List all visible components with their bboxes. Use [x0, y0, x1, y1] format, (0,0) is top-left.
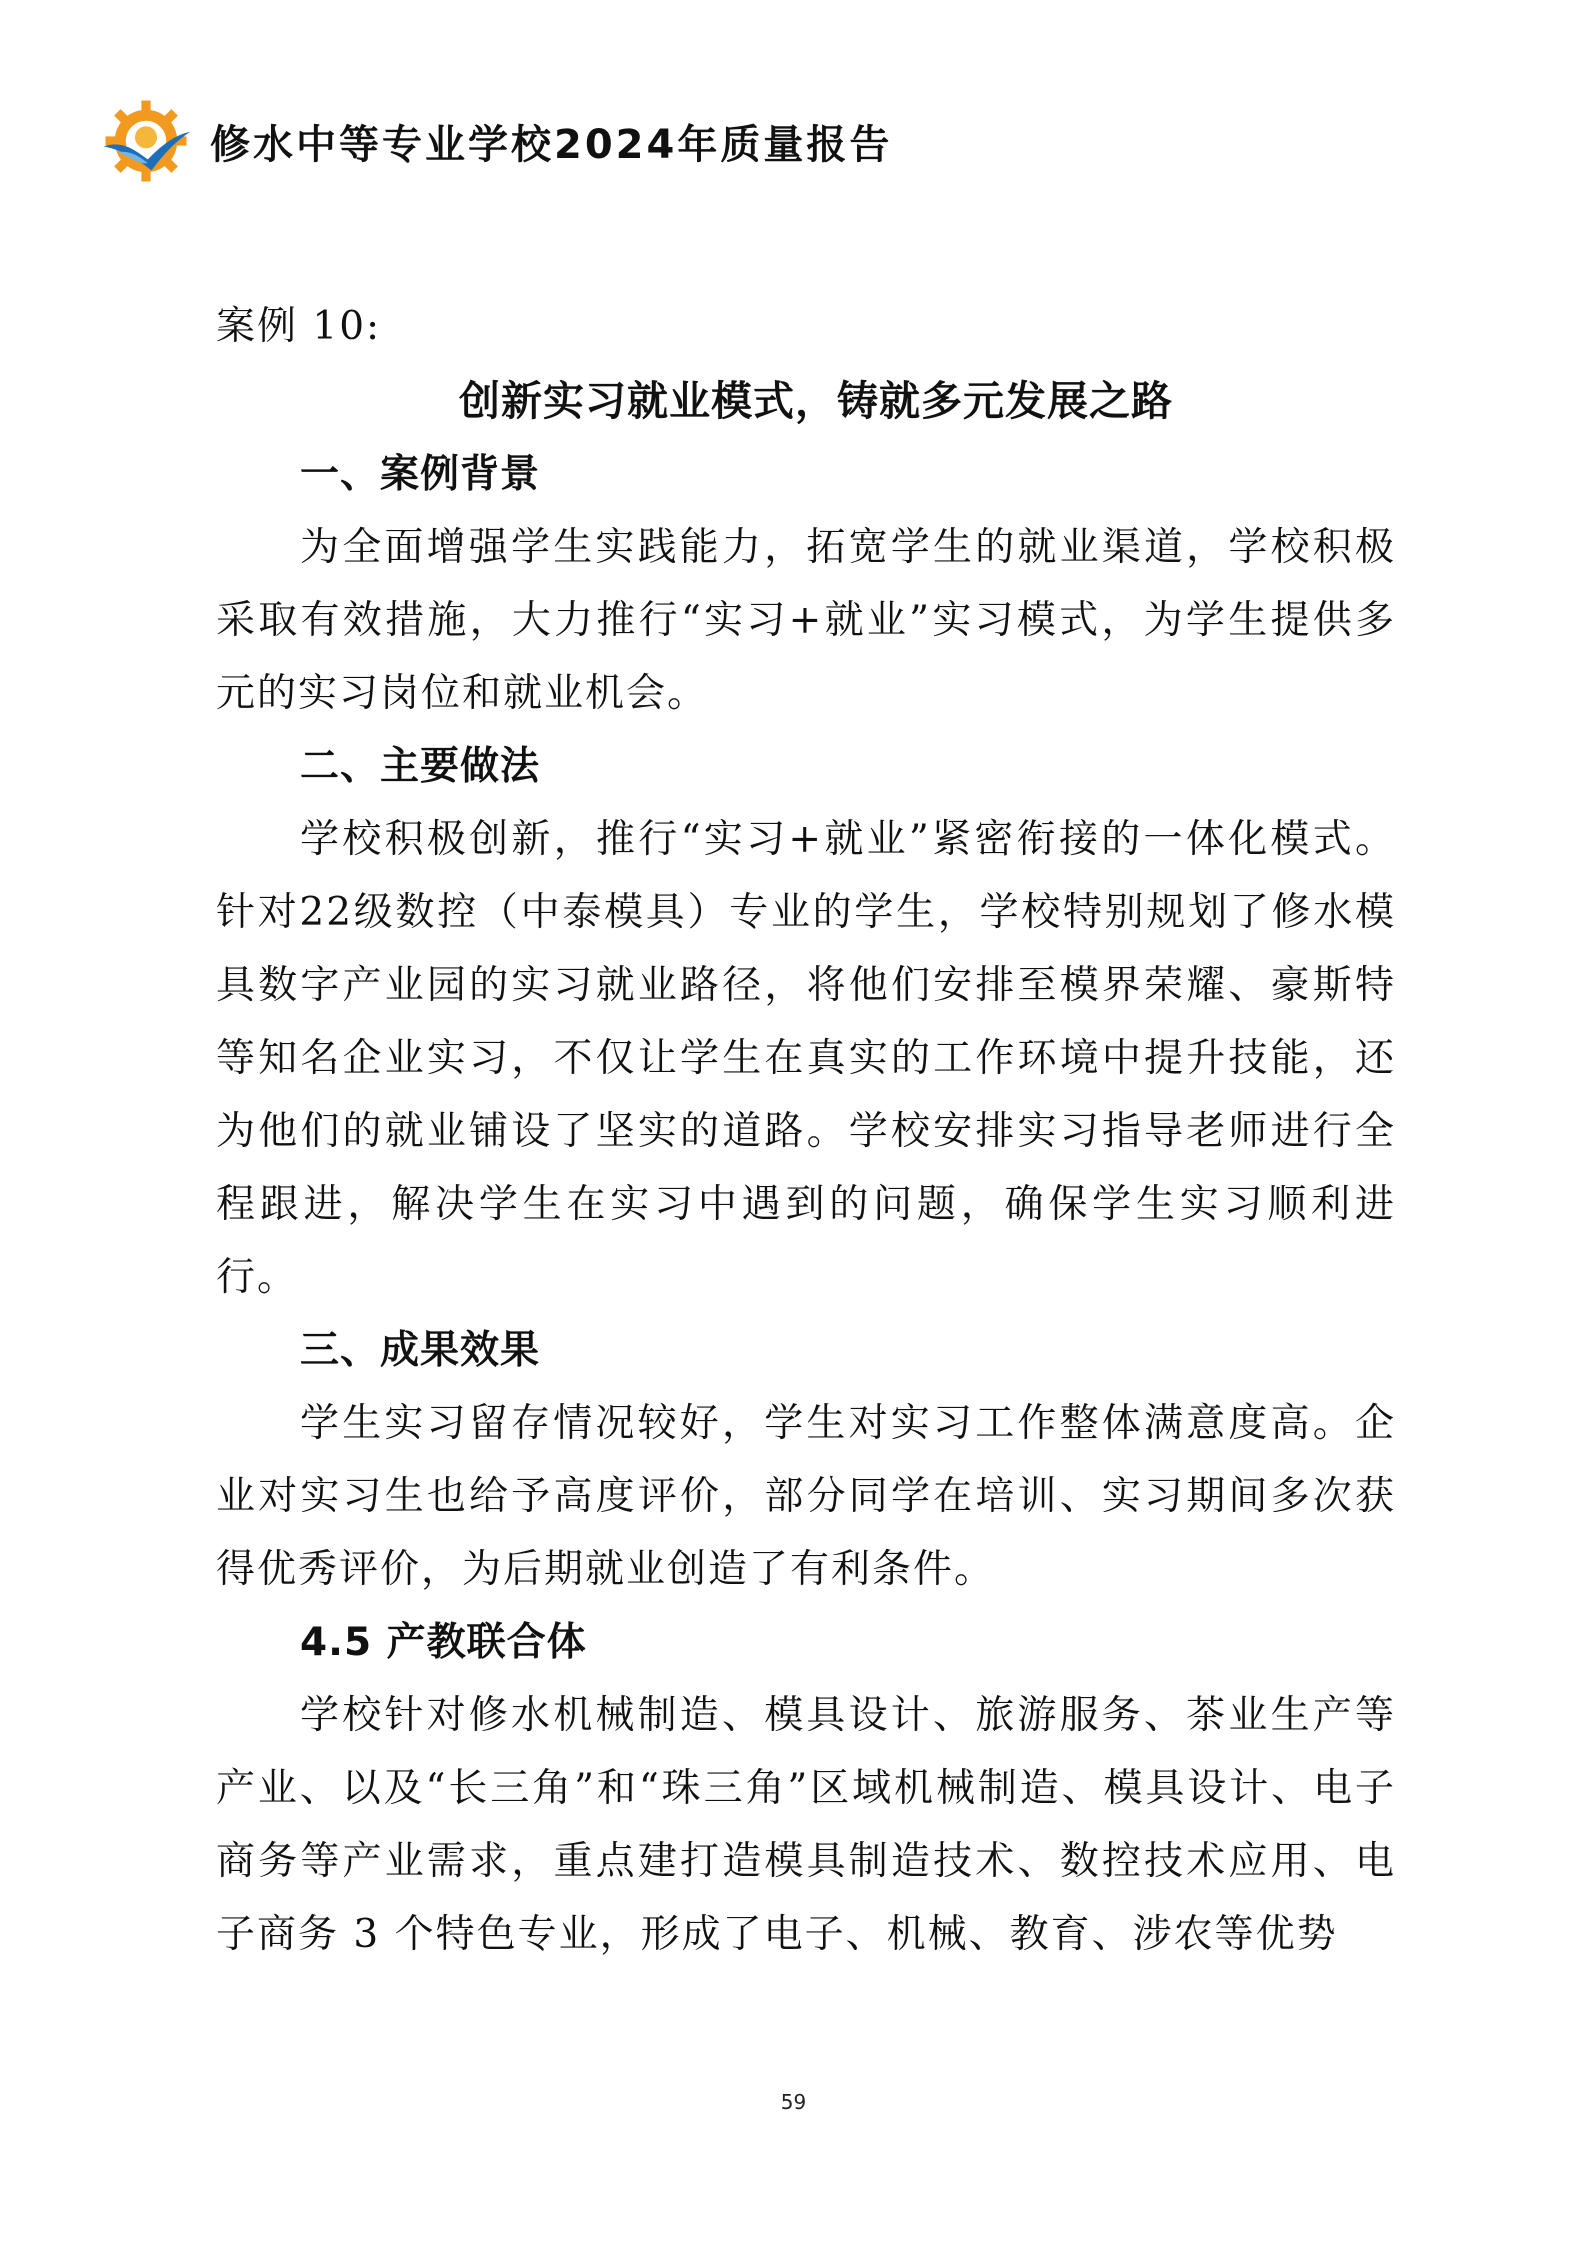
case-label: 案例 10: [216, 304, 382, 349]
report-title: 修水中等专业学校2024年质量报告 [210, 121, 893, 168]
school-logo [100, 95, 192, 187]
section-paragraph-methods: 学校积极创新，推行“实习+就业”紧密衔接的一体化模式。针对22级数控（中泰模具）专业的学生，学校特别规划了修水模具数字产业园的实习就业路径，将他们安排至模界荣耀、豪斯特等知名企业实习，不仅让学生在真实的工作环境中提升技能，还为他们的就业铺设了坚实的道路。学校安排实习指导老师进行全程跟进，解决学生在实习中遇到的问题，确保学生实习顺利进行。 [216, 817, 1396, 1300]
sun-icon [135, 126, 157, 148]
section-heading-background: 一、案例背景 [300, 452, 541, 497]
page-number: 59 [780, 2090, 807, 2114]
section-paragraph-consortium: 学校针对修水机械制造、模具设计、旅游服务、茶业生产等产业、以及“长三角”和“珠三角”区域机械制造、模具设计、电子商务等产业需求，重点建打造模具制造技术、数控技术应用、电子商务 3 个特色专业，形成了电子、机械、教育、涉农等优势 [216, 1693, 1396, 1957]
section-heading-results: 三、成果效果 [300, 1328, 541, 1373]
section-paragraph-results: 学生实习留存情况较好，学生对实习工作整体满意度高。企业对实习生也给予高度评价，部分同学在培训、实习期间多次获得优秀评价，为后期就业创造了有利条件。 [216, 1401, 1396, 1592]
page-header [100, 96, 892, 186]
section-paragraph-background: 为全面增强学生实践能力，拓宽学生的就业渠道，学校积极采取有效措施，大力推行“实习+就业”实习模式，为学生提供多元的实习岗位和就业机会。 [216, 525, 1396, 716]
section-heading-consortium: 4.5 产教联合体 [300, 1620, 587, 1665]
case-title: 创新实习就业模式，铸就多元发展之路 [459, 377, 1173, 425]
document-body [216, 290, 1396, 1971]
section-heading-methods: 二、主要做法 [300, 744, 541, 789]
